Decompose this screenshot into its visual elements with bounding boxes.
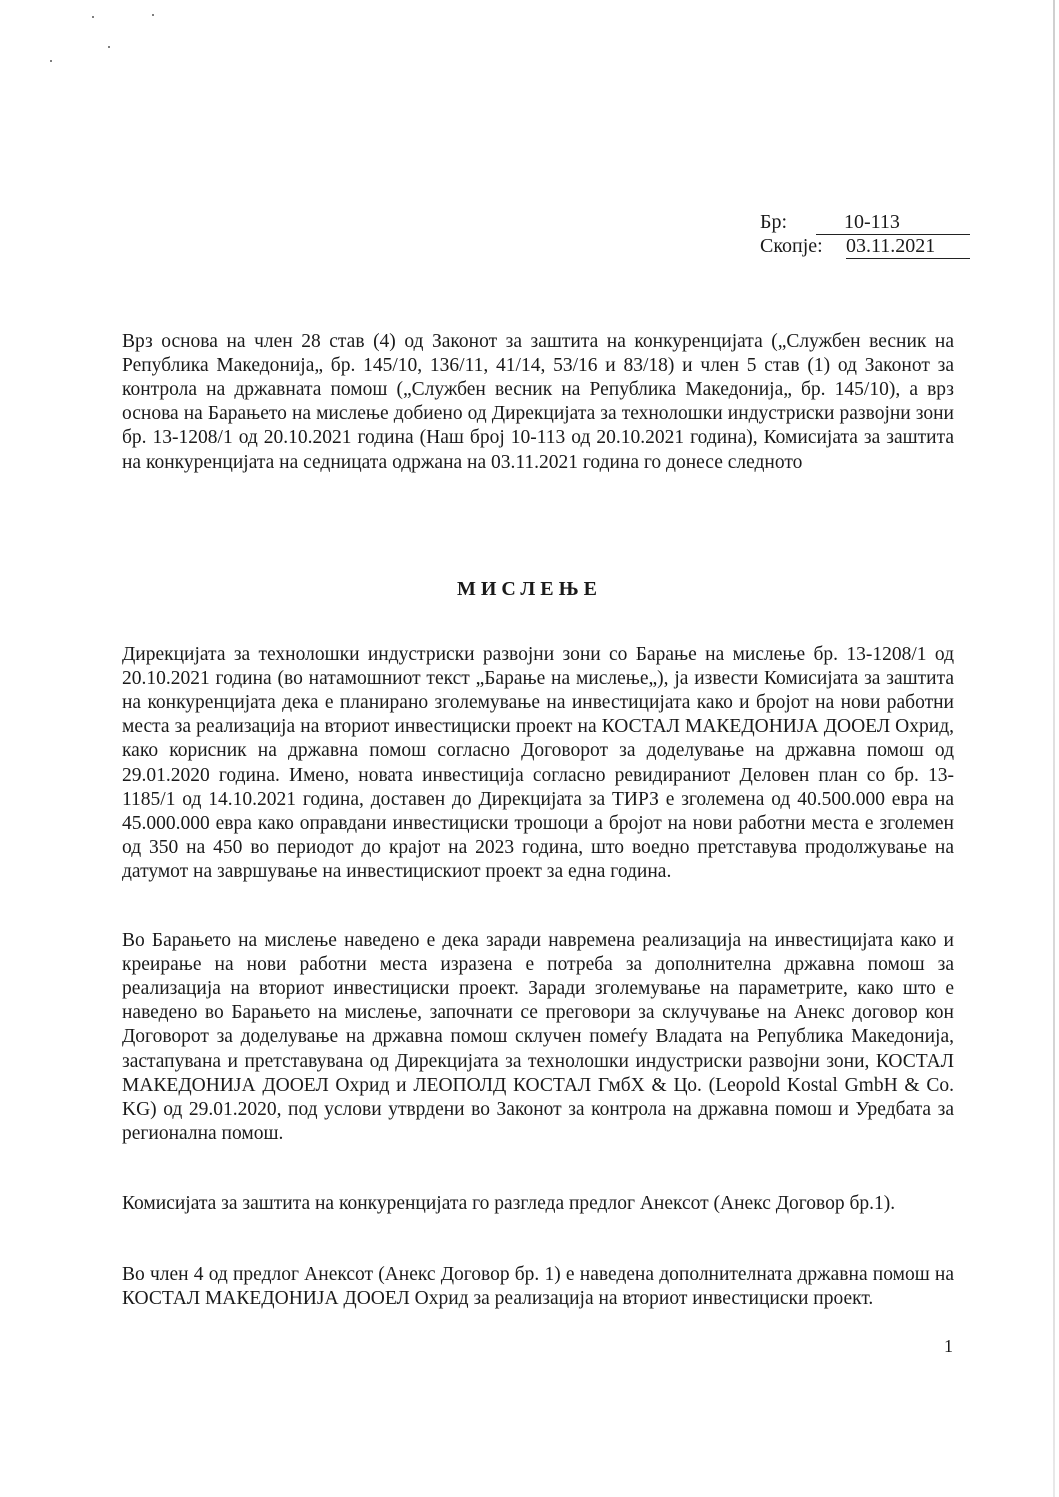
- intro-paragraph: Врз основа на член 28 став (4) од Законот за заштита на конкуренцијата („Службен весник на Република Македонија„ бр. 145/10, 136/11, 41/14, 53/16 и 83/18) и член 5 став (1) од Законот за контрола на државната помош („Службен весник на Република Македонија„ бр. 145/10), а врз основа на Барањето на мислење добиено од Дирекцијата за технолошки индустриски развојни зони бр. 13-1208/1 од 20.10.2021 година (Наш број 10-113 од 20.10.2021 година), Комисијата за заштита на конкуренцијата на седницата одржана на 03.11.2021 година го донесе следното: [122, 330, 954, 473]
- body-paragraph: Дирекцијата за технолошки индустриски развојни зони со Барање на мислење бр. 13-1208/1 од 20.10.2021 година (во натамошниот текст „Барање на мислење„), ја извести Комисијата за заштита на конкуренцијата дека е планирано зголемување на инвестицијата како и бројот на нови работни места за реализација на вториот инвестициски проект на КОСТАЛ МАКЕДОНИЈА ДООЕЛ Охрид, како корисник на државна помош согласно Договорот за доделување на државна помош од 29.01.2020 година. Имено, новата инвестиција согласно ревидираниот Деловен план со бр. 13-1185/1 од 14.10.2021 година, доставен до Дирекцијата за ТИРЗ е зголемена од 40.500.000 евра на 45.000.000 евра како оправдани инвестициски трошоци а бројот на нови работни места е зголемен од 350 на 450 во периодот до крајот на 2023 година, што воедно претставува продолжување на датумот на завршување на инвестицискиот проект за една година.: [122, 643, 954, 883]
- scan-speck: [92, 16, 94, 18]
- reference-number-label: Бр:: [760, 211, 788, 233]
- scan-edge-shadow: [1053, 0, 1055, 1497]
- scan-speck: [108, 46, 110, 48]
- body-paragraph: Во член 4 од предлог Анексот (Анекс Договор бр. 1) е наведена дополнителната државна помош на КОСТАЛ МАКЕДОНИЈА ДООЕЛ Охрид за реализација на вториот инвестициски проект.: [122, 1263, 954, 1309]
- reference-number-value: 10-113: [816, 210, 970, 235]
- reference-city-label: Скопје:: [760, 235, 823, 257]
- document-title: МИСЛЕЊЕ: [457, 578, 602, 600]
- body-paragraph: Комисијата за заштита на конкуренцијата го разгледа предлог Анексот (Анекс Договор бр.1).: [122, 1192, 896, 1214]
- scan-speck: [50, 60, 52, 62]
- body-paragraph: Во Барањето на мислење наведено е дека заради навремена реализација на инвестицијата како и креирање на нови работни места изразена е потреба за дополнителна државна помош за реализација на вториот инвестициски проект. Заради зголемување на параметрите, како што е наведено во Барањето на мислење, започнати се преговори за склучување на Анекс договор кон Договорот за доделување на државна помош склучен помеѓу Владата на Република Македонија, застапувана и претставувана од Дирекцијата за технолошки индустриски развојни зони, КОСТАЛ МАКЕДОНИЈА ДООЕЛ Охрид и ЛЕОПОЛД КОСТАЛ ГмбХ & Цо. (Leopold Kostal GmbH & Co. KG) од 29.01.2020, под услови утврдени во Законот за контрола на државна помош и Уредбата за регионална помош.: [122, 929, 954, 1145]
- page-number: 1: [944, 1336, 953, 1356]
- scan-speck: [152, 14, 154, 16]
- reference-date-value: 03.11.2021: [846, 234, 970, 259]
